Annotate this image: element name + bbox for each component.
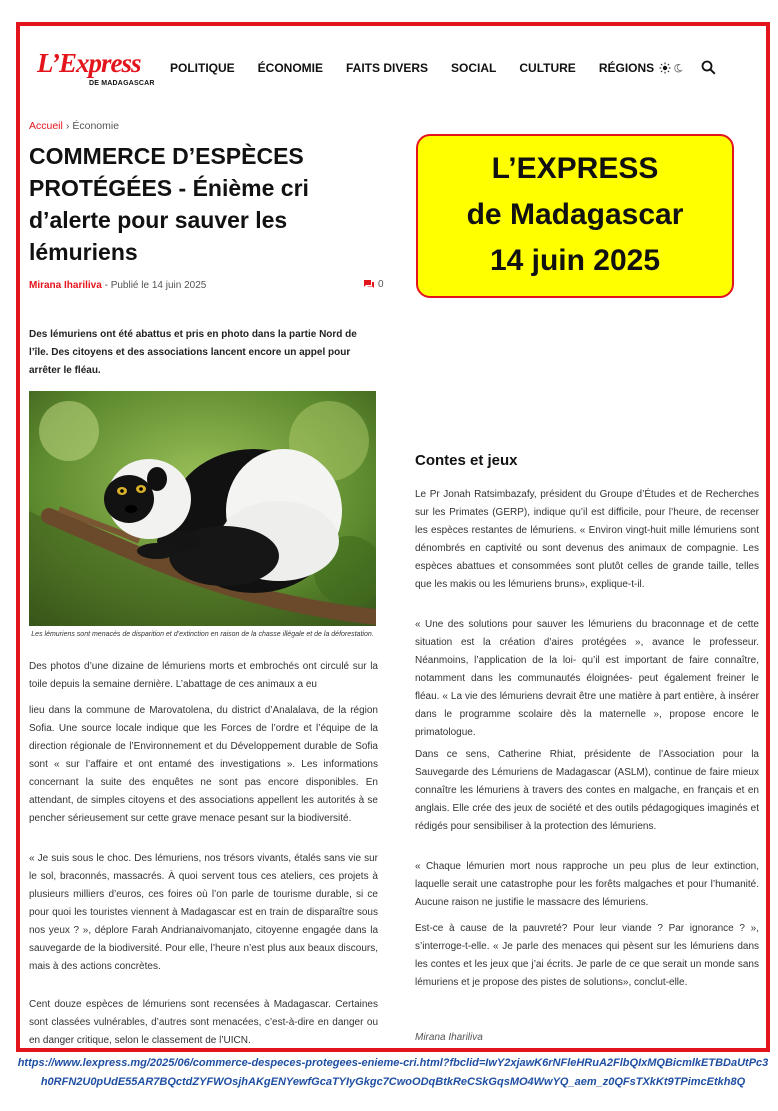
newspaper-banner: [416, 134, 734, 298]
right-paragraph-2: « Une des solutions pour sauver les lémuriens du braconnage et de cette situation est la création d’aires protégées », avance le professeur. Néanmoins, l’application de la loi- qu’il est important de faire connaître, notamment dans les communautés éloignées- peut également freiner le fléau. « La vie des lémuriens devrait être une matière à part entière, à insérer dans le programme scolaire dès la maternelle », propose encore le primatologue.: [415, 619, 759, 738]
left-paragraph-3: « Je suis sous le choc. Des lémuriens, nos trésors vivants, étalés sans vie sur le sol, braconnés, massacrés. À quoi servent tous ces ateliers, ces projets à plusieurs milliers d’euros, ces foires où l’on parle de tourisme durable, si ce pour quoi les touristes viennent à Madagascar est en train de disparaître sous nos yeux ? », déplore Farah Andrianaivomanjato, citoyenne engagée dans la sauvegarde de la biodiversité. Pour elle, l’heure n’est plus aux beaux discours, mais à des actions concrètes.: [29, 853, 378, 972]
comment-icon: [364, 280, 374, 289]
banner-line-3: 14 juin 2025: [489, 244, 661, 277]
comment-count[interactable]: [364, 279, 384, 290]
left-paragraph-4: Cent douze espèces de lémuriens sont recensées à Madagascar. Certaines sont classées vulnérables, d’autres sont menacées, c’est-à-dire en danger ou en danger critique, selon le classement de l’UICN.: [29, 999, 378, 1046]
section-heading: Contes et jeux: [415, 452, 518, 469]
logo-sub-text: DE MADAGASCAR: [89, 80, 155, 87]
breadcrumb-separator: ›: [65, 120, 70, 132]
search-icon[interactable]: [701, 60, 716, 75]
banner-line-1: L’EXPRESS: [491, 152, 659, 185]
right-paragraph-4: « Chaque lémurien mort nous rapproche un peu plus de leur extinction, laquelle serait une catastrophe pour les forêts malgaches et pour l’humanité. Aucune raison ne justifie le massacre des lémuriens.: [415, 861, 759, 908]
nav-social[interactable]: SOCIAL: [451, 60, 497, 75]
article-byline: [29, 280, 206, 291]
left-paragraph-1: Des photos d’une dizaine de lémuriens morts et embrochés ont circulé sur la toile depuis la semaine dernière. L’abattage de ces animaux a eu: [29, 661, 378, 690]
nav-politique[interactable]: POLITIQUE: [170, 60, 235, 75]
breadcrumb-home[interactable]: Accueil: [29, 120, 63, 132]
article-signature: Mirana Ihariliva: [415, 1032, 483, 1043]
banner-line-2: de Madagascar: [466, 198, 684, 231]
site-logo[interactable]: [37, 50, 157, 90]
right-paragraph-1: Le Pr Jonah Ratsimbazafy, président du Groupe d’Études et de Recherches sur les Primates (GERP), indique qu’il est difficile, pour l’heure, de recenser les espèces restantes de lémuriens. « Environ vingt-huit mille lémuriens sont dénombrés en captivité ou sont devenus des animaux de compagnie. Les espèces abattues et consommées sont plutôt celles de grande taille, telles que les makis ou les lémuriens bruns», explique-t-il.: [415, 489, 759, 590]
nav-faits-divers[interactable]: FAITS DIVERS: [346, 60, 429, 75]
nav-regions[interactable]: RÉGIONS: [598, 60, 655, 75]
nav-culture[interactable]: CULTURE: [519, 60, 576, 75]
lemur-photo: [29, 391, 376, 626]
main-nav: [170, 60, 716, 75]
sun-icon[interactable]: [659, 62, 671, 74]
moon-icon[interactable]: [673, 63, 683, 73]
breadcrumb: [29, 120, 119, 132]
right-paragraph-5: Est-ce à cause de la pauvreté? Pour leur viande ? Par ignorance ? », s’interroge-t-elle. « Je parle des menaces qui pèsent sur les lémuriens dans les contes et les jeux que j’ai écrits. Je parle de ce que serait un monde sans lémuriens et je propose des pistes de solutions», conclut-elle.: [415, 923, 759, 988]
article-lead: Des lémuriens ont été abattus et pris en photo dans la partie Nord de l’île. Des citoyens et des associations lancent encore un appel pour arrêter le fléau.: [29, 329, 357, 376]
breadcrumb-current[interactable]: Économie: [72, 120, 120, 132]
author-link[interactable]: Mirana Ihariliva: [29, 280, 102, 291]
photo-caption: Les lémuriens sont menacés de disparition et d’extinction en raison de la chasse illégale et de la déforestation.: [31, 631, 374, 638]
right-paragraph-3: Dans ce sens, Catherine Rhiat, présidente de l’Association pour la Sauvegarde des Lémuriens de Madagascar (ASLM), continue de faire mieux connaître les lémuriens à travers des contes en malgache, en français et en anglais. Elle crée des jeux de société et des outils pédagogiques imaginés et rédigés pour sensibiliser à la protection des lémuriens.: [415, 749, 759, 832]
left-paragraph-2: lieu dans la commune de Marovatolena, du district d’Analalava, de la région Sofia. Une source locale indique que les Forces de l’ordre et l’équipe de la direction régionale de l’Environnement et du Développement durable de Sofia sont « sur l’affaire et ont entamé des investigations ». Les informations concernant la suite des enquêtes ne sont pas encore disponibles. En attendant, de simples citoyens et des associations appellent les autorités à se pencher sérieusement sur cette grave menace pesant sur la biodiversité.: [29, 705, 378, 824]
article-frame: [16, 22, 770, 1052]
article-title: COMMERCE D’ESPÈCES PROTÉGÉES - Énième cri d’alerte pour sauver les lémuriens: [29, 143, 309, 265]
logo-main-text: L’Express: [37, 48, 141, 78]
nav-economie[interactable]: ÉCONOMIE: [257, 60, 324, 75]
publish-date: - Publié le 14 juin 2025: [101, 280, 207, 291]
source-url[interactable]: https://www.lexpress.mg/2025/06/commerce-despeces-protegees-enieme-cri.html?fbclid=IwY2xjawK6rNFleHRuA2FlbQIxMQBicmlkETBDaUtPc3h0RFN2U0pUdE55AR7BQctdZYFWOsjhAKgENYewfGcaTYIyGkgc7CwoODqBtkReCSkGqsMO4WwYQ_aem_z0QFsTXkKt9TPimcEtkh8Q: [17, 1057, 769, 1088]
comment-count-value: 0: [378, 279, 384, 290]
